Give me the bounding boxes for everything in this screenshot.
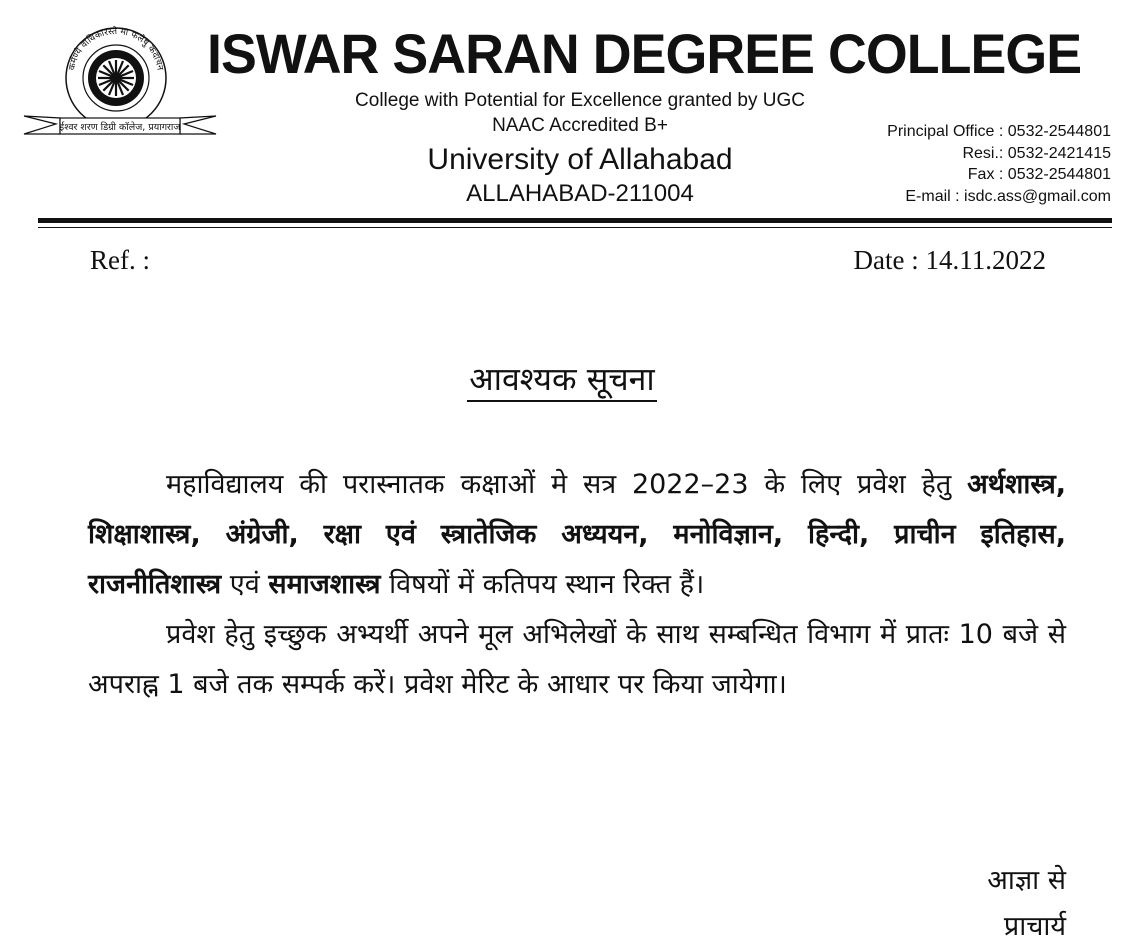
notice-title-text: आवश्यक सूचना [467, 360, 656, 402]
accreditation: NAAC Accredited B+ [492, 115, 668, 136]
college-city: ALLAHABAD-211004 [466, 180, 694, 207]
ref-label: Ref. : [90, 245, 150, 275]
college-emblem-icon [22, 18, 218, 146]
residence-phone: Resi.: 0532-2421415 [962, 144, 1111, 162]
notice-paragraph-1 [88, 460, 1066, 610]
header-divider-thick [38, 218, 1112, 223]
college-logo [22, 18, 218, 146]
header-divider-thin [38, 227, 1112, 228]
fax-number: Fax : 0532-2544801 [967, 166, 1111, 183]
paragraph-1-intro: महाविद्यालय की परास्नातक कक्षाओं मे सत्र 2022–23 के लिए प्रवेश हेतु [166, 469, 968, 500]
logo-motto: कर्मण्ये वाधिकारस्ते मा फलेषु कदाचन [67, 26, 165, 72]
date-text: Date : 14.11.2022 [853, 245, 1046, 275]
signature-block [987, 858, 1066, 950]
signature-line-2: प्राचार्य [1003, 911, 1066, 942]
paragraph-1-outro: विषयों में कतिपय स्थान रिक्त हैं। [380, 569, 705, 600]
email-address: E-mail : isdc.ass@gmail.com [905, 187, 1111, 205]
notice-title [0, 357, 1124, 401]
subject-last: समाजशास्त्र [268, 569, 381, 600]
logo-ribbon-text: ईश्वर शरण डिग्री कॉलेज, प्रयागराज [59, 122, 181, 133]
principal-office-phone: Principal Office : 0532-2544801 [887, 123, 1111, 140]
contact-block [887, 121, 1111, 207]
university-name: University of Allahabad [427, 143, 733, 176]
paragraph-1-conjunction: एवं [221, 569, 269, 600]
subjects-list: अर्थशास्त्र, शिक्षाशास्त्र, अंग्रेजी, रक्षा एवं स्त्रातेजिक अध्ययन, मनोविज्ञान, हिन्दी, प्राचीन इतिहास, राजनीतिशास्त्र [88, 469, 1066, 600]
notice-body [88, 460, 1066, 710]
signature-line-1: आज्ञा से [987, 865, 1066, 896]
college-tagline: College with Potential for Excellence granted by UGC [355, 90, 805, 111]
college-name: ISWAR SARAN DEGREE COLLEGE [207, 22, 1082, 85]
notice-paragraph-2: प्रवेश हेतु इच्छुक अभ्यर्थी अपने मूल अभिलेखों के साथ सम्बन्धित विभाग में प्रातः 10 बजे से अपराह्न 1 बजे तक सम्पर्क करें। प्रवेश मेरिट के आधार पर किया जायेगा। [88, 619, 1066, 700]
